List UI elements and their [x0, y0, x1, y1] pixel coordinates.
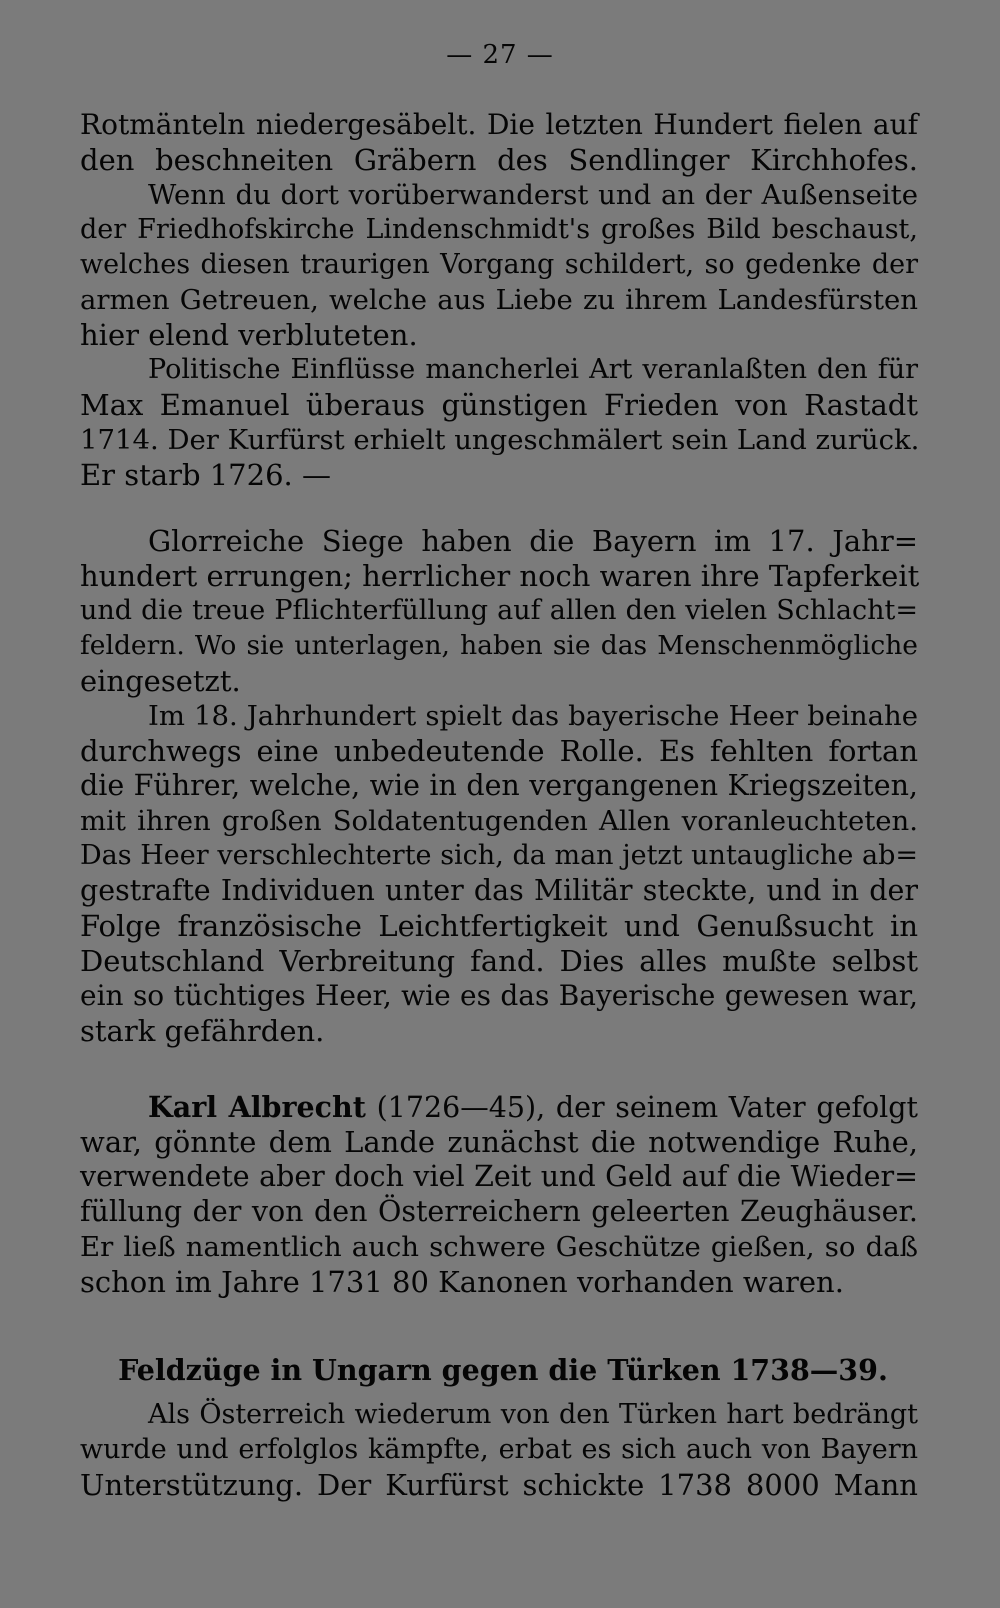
text-line: Max Emanuel überaus günstigen Frieden von Rastadt: [80, 388, 918, 422]
text-line: Deutschland Verbreitung fand. Dies alles mußte selbst: [80, 944, 918, 978]
text-line: Im 18. Jahrhundert spielt das bayerische Heer beinahe: [148, 700, 918, 732]
text-line: Rotmänteln niedergesäbelt. Die letzten Hundert fielen auf: [80, 108, 918, 141]
text-line: verwendete aber doch viel Zeit und Geld auf die Wieder=: [80, 1160, 918, 1193]
text-line: Glorreiche Siege haben die Bayern im 17. Jahr=: [148, 524, 918, 558]
text-line: wurde und erfolglos kämpfte, erbat es sich auch von Bayern: [80, 1434, 918, 1465]
text-line: war, gönnte dem Lande zunächst die notwendige Ruhe,: [80, 1125, 918, 1159]
text-line: ein so tüchtiges Heer, wie es das Bayerische gewesen war,: [80, 979, 918, 1012]
text-line: hundert errungen; herrlicher noch waren ihre Tapferkeit: [80, 559, 920, 593]
text-line: schon im Jahre 1731 80 Kanonen vorhanden waren.: [80, 1265, 844, 1299]
text-line: Das Heer verschlechterte sich, da man jetzt untaugliche ab=: [80, 840, 918, 871]
text-line: Politische Einflüsse mancherlei Art veranlaßten den für: [148, 354, 918, 385]
text-line: Unterstützung. Der Kurfürst schickte 1738 8000 Mann: [80, 1468, 918, 1502]
text-line: Wenn du dort vorüberwanderst und an der Außenseite: [148, 179, 918, 211]
person-name: Karl Albrecht: [148, 1090, 366, 1124]
page-number: — 27 —: [446, 40, 554, 70]
text-line: hier elend verbluteten.: [80, 318, 418, 352]
text-line: eingesetzt.: [80, 664, 241, 698]
text-line: Als Österreich wiederum von den Türken hart bedrängt: [148, 1399, 918, 1430]
section-heading: Feldzüge in Ungarn gegen die Türken 1738—39.: [118, 1353, 888, 1387]
text-line: der Friedhofskirche Lindenschmidt's großes Bild beschaust,: [80, 214, 918, 245]
text-line: armen Getreuen, welche aus Liebe zu ihrem Landesfürsten: [80, 284, 918, 316]
text-line: und die treue Pflichterfüllung auf allen den vielen Schlacht=: [80, 595, 918, 626]
text-line: die Führer, welche, wie in den vergangenen Kriegszeiten,: [80, 769, 918, 802]
text-line: Er starb 1726. —: [80, 458, 331, 492]
text-line: feldern. Wo sie unterlagen, haben sie das Menschenmögliche: [80, 630, 918, 661]
text-line: den beschneiten Gräbern des Sendlinger Kirchhofes.: [80, 143, 918, 177]
text-line: Er ließ namentlich auch schwere Geschütze gießen, so daß: [80, 1231, 918, 1263]
text-line: mit ihren großen Soldatentugenden Allen voranleuchteten.: [80, 805, 918, 837]
text-line: gestrafte Individuen unter das Militär steckte, und in der: [80, 874, 918, 907]
text-line: füllung der von den Österreichern geleerten Zeughäuser.: [80, 1195, 918, 1228]
text-line: durchwegs eine unbedeutende Rolle. Es fehlten fortan: [80, 734, 918, 768]
text-line: [148, 1089, 918, 1126]
text-run: (1726—45), der seinem Vater gefolgt: [376, 1091, 918, 1124]
text-line: 1714. Der Kurfürst erhielt ungeschmälert sein Land zurück.: [80, 424, 920, 456]
text-line: Folge französische Leichtfertigkeit und Genußsucht in: [80, 909, 918, 943]
text-line: stark gefährden.: [80, 1014, 325, 1048]
text-line: welches diesen traurigen Vorgang schildert, so gedenke der: [80, 249, 918, 280]
